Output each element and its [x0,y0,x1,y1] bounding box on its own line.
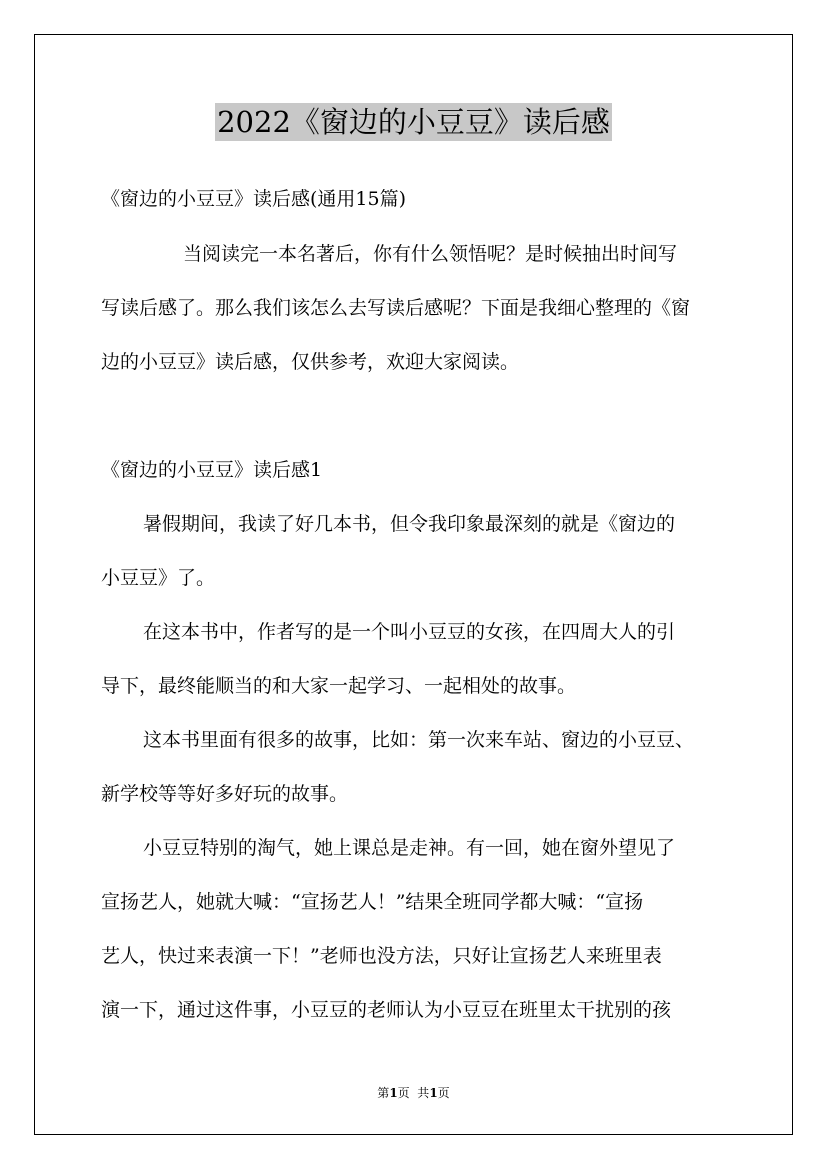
body-line-1: 暑假期间，我读了好几本书，但令我印象最深刻的就是《窗边的 [143,513,676,535]
footer-prefix: 第 [377,1086,390,1100]
document-title [0,100,827,141]
footer-page-current: 1 [389,1086,398,1100]
body-line-2: 小豆豆》了。 [101,567,216,589]
subtitle: 《窗边的小豆豆》读后感(通用15篇) [101,188,407,210]
section-heading: 《窗边的小豆豆》读后感1 [101,459,323,481]
footer-page-total: 1 [429,1086,438,1100]
body-line-8: 宣扬艺人，她就大喊：“宣扬艺人！”结果全班同学都大喊：“宣扬 [101,891,644,913]
body-line-7: 小豆豆特别的淘气，她上课总是走神。有一回，她在窗外望见了 [143,837,676,859]
intro-line-3: 边的小豆豆》读后感，仅供参考，欢迎大家阅读。 [101,351,520,373]
body-line-4: 导下，最终能顺当的和大家一起学习、一起相处的故事。 [101,675,577,697]
intro-line-2: 写读后感了。那么我们该怎么去写读后感呢？下面是我细心整理的《窗 [101,297,691,319]
footer-suffix: 页 [437,1086,450,1100]
body-line-3: 在这本书中，作者写的是一个叫小豆豆的女孩，在四周大人的引 [143,621,676,643]
intro-line-1: 当阅读完一本名著后，你有什么领悟呢？是时候抽出时间写 [183,243,678,265]
body-line-9: 艺人，快过来表演一下！”老师也没方法，只好让宣扬艺人来班里表 [101,945,662,967]
footer-mid: 页 共 [397,1086,430,1100]
title-text: 2022《窗边的小豆豆》读后感 [217,105,610,139]
page-footer [0,1084,827,1101]
body-line-10: 演一下，通过这件事，小豆豆的老师认为小豆豆在班里太干扰别的孩 [101,999,672,1021]
body-line-5: 这本书里面有很多的故事，比如：第一次来车站、窗边的小豆豆、 [143,729,695,751]
body-line-6: 新学校等等好多好玩的故事。 [101,783,349,805]
